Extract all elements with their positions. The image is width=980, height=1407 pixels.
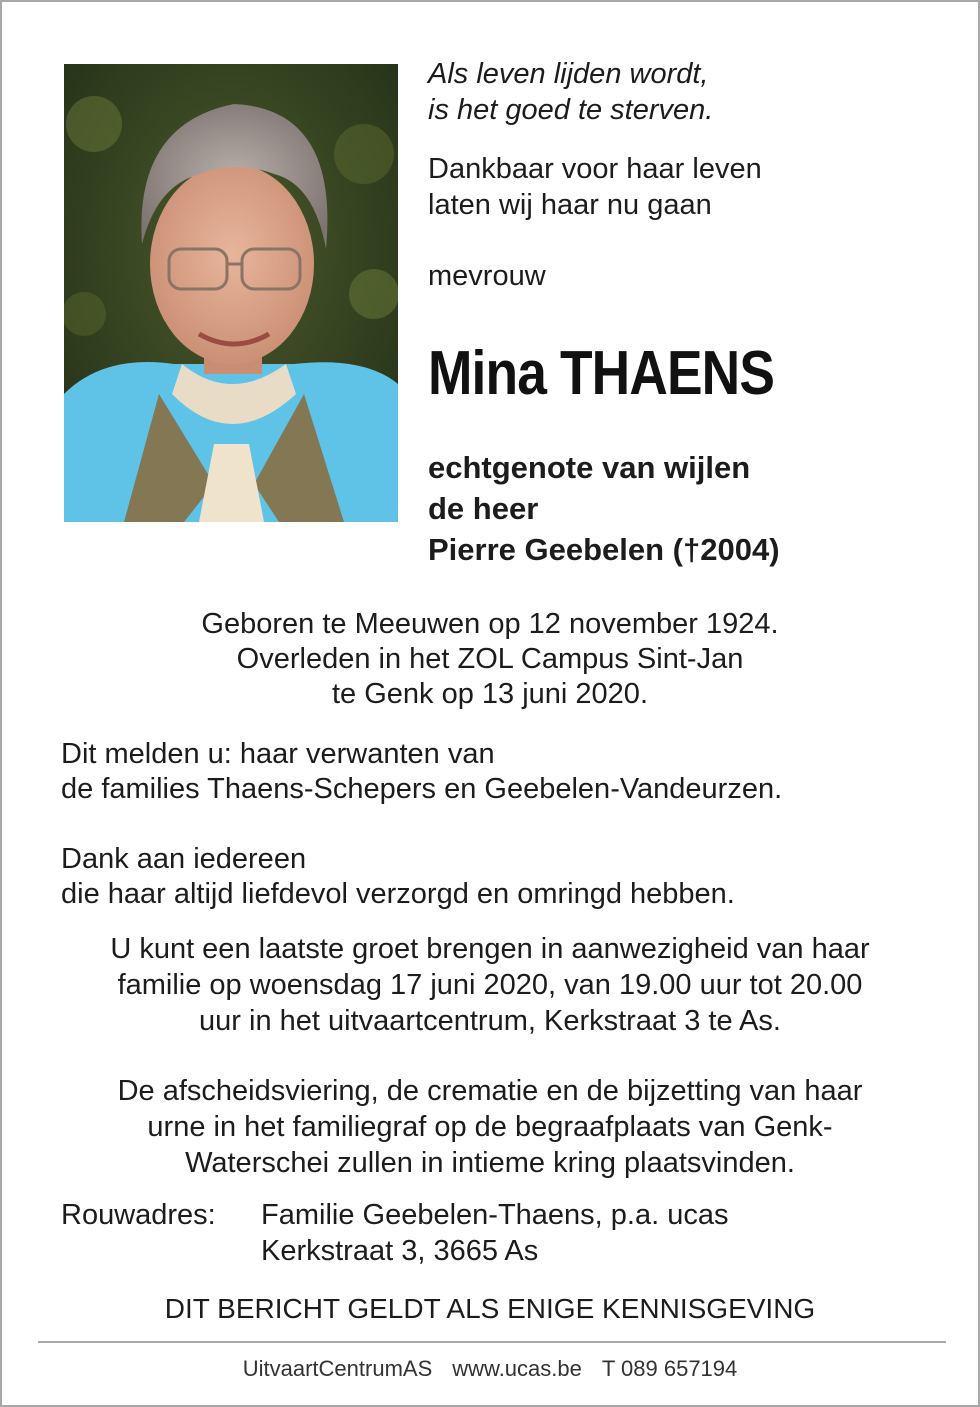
visitation-info: [2, 931, 978, 1039]
ceremony-line: Waterschei zullen in intieme kring plaatsvinden.: [185, 1147, 795, 1179]
spouse-line: de heer: [428, 491, 539, 526]
footer-company: UitvaartCentrumAS: [242, 1356, 433, 1381]
thanks: [61, 842, 735, 912]
visitation-line: uur in het uitvaartcentrum, Kerkstraat 3 te As.: [199, 1005, 781, 1037]
spouse-info: [428, 447, 780, 570]
visitation-line: U kunt een laatste groet brengen in aanwezigheid van haar: [110, 933, 870, 965]
ceremony-info: [2, 1073, 978, 1181]
poem-line: is het goed te sterven.: [428, 94, 714, 126]
intro-line: Dankbaar voor haar leven: [428, 153, 762, 185]
deceased-name: Mina THAENS: [428, 339, 775, 408]
thanks-line: Dank aan iedereen: [61, 843, 307, 875]
portrait-photo: [64, 64, 398, 522]
ceremony-line: De afscheidsviering, de crematie en de bijzetting van haar: [117, 1075, 863, 1107]
address-line: Familie Geebelen-Thaens, p.a. ucas: [261, 1199, 729, 1231]
intro-line: laten wij haar nu gaan: [428, 189, 712, 221]
announcers: [61, 737, 782, 807]
visitation-line: familie op woensdag 17 juni 2020, van 19.00 uur tot 20.00: [117, 969, 863, 1001]
thanks-line: die haar altijd liefdevol verzorgd en omringd hebben.: [61, 878, 735, 910]
birth-death-line: Geboren te Meeuwen op 12 november 1924.: [201, 608, 779, 640]
spouse-line: Pierre Geebelen (†2004): [428, 532, 780, 567]
intro-text: [428, 151, 762, 223]
notice-statement: DIT BERICHT GELDT ALS ENIGE KENNISGEVING: [164, 1293, 816, 1324]
address-label: Rouwadres:: [61, 1199, 216, 1231]
mourning-address: [261, 1197, 728, 1269]
announcers-line: de families Thaens-Schepers en Geebelen-Vandeurzen.: [61, 773, 783, 805]
birth-death-info: [2, 607, 978, 712]
poem: [428, 56, 713, 128]
footer-phone: T 089 657194: [601, 1356, 738, 1381]
footer-divider: [38, 1341, 946, 1343]
address-line: Kerkstraat 3, 3665 As: [261, 1235, 539, 1267]
footer: [2, 1354, 978, 1384]
birth-death-line: te Genk op 13 juni 2020.: [331, 678, 648, 710]
birth-death-line: Overleden in het ZOL Campus Sint-Jan: [236, 643, 744, 675]
spouse-line: echtgenote van wijlen: [428, 450, 751, 485]
poem-line: Als leven lijden wordt,: [428, 58, 709, 90]
ceremony-line: urne in het familiegraf op de begraafplaats van Genk-: [147, 1111, 833, 1143]
announcers-line: Dit melden u: haar verwanten van: [61, 738, 495, 770]
footer-website[interactable]: www.ucas.be: [452, 1356, 582, 1381]
title-prefix: mevrouw: [428, 260, 546, 292]
